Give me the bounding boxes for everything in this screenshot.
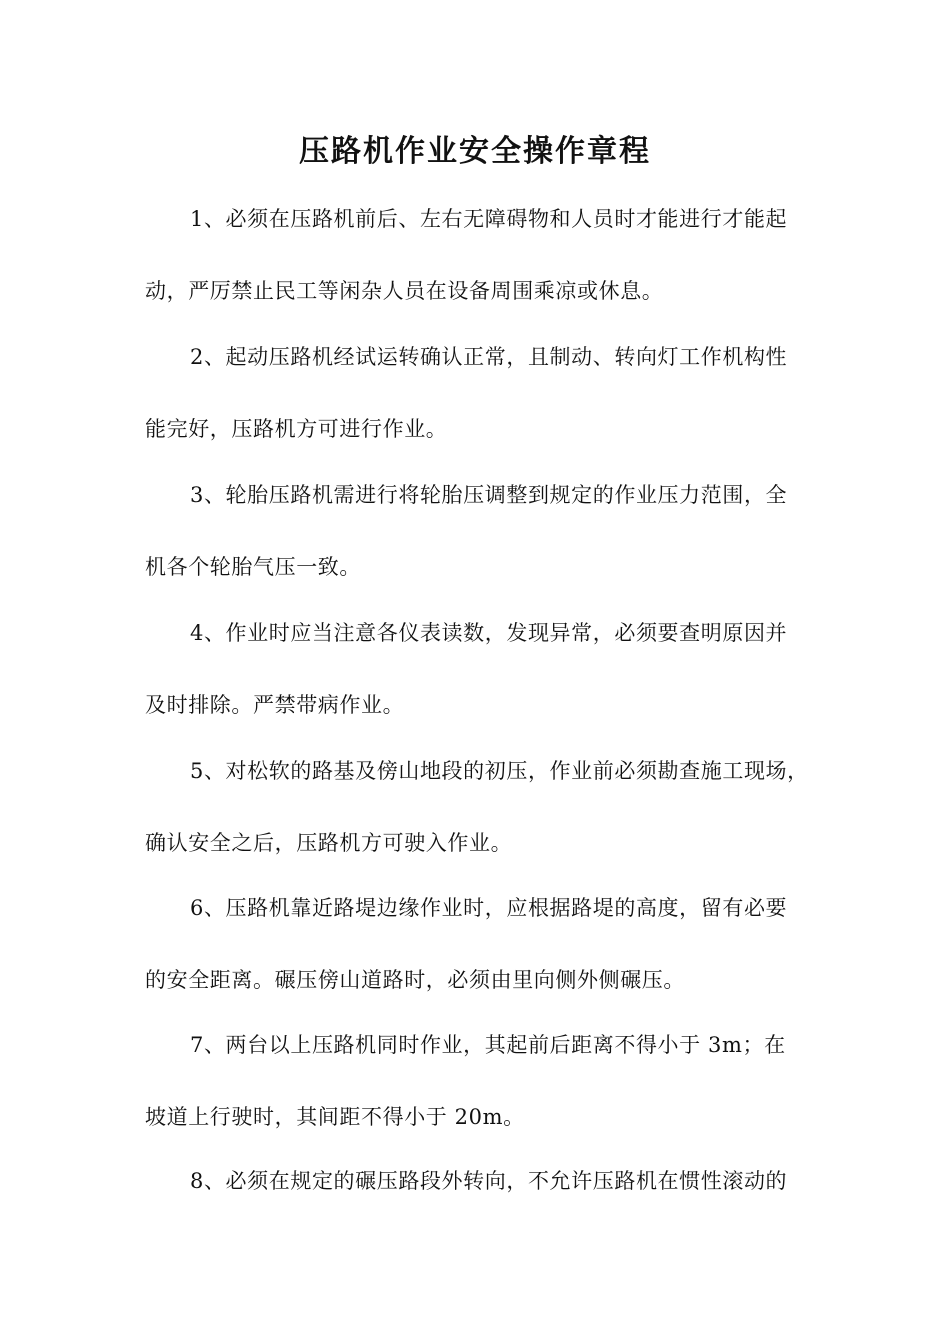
paragraph-6-line-2: 的安全距离。碾压傍山道路时，必须由里向侧外侧碾压。 [145,968,685,992]
paragraph-2-line-1: 2、起动压路机经试运转确认正常，且制动、转向灯工作机构性 [190,345,788,369]
paragraph-3-line-1: 3、轮胎压路机需进行将轮胎压调整到规定的作业压力范围，全 [190,483,788,507]
paragraph-5-line-1: 5、对松软的路基及傍山地段的初压，作业前必须勘查施工现场， [190,759,809,783]
paragraph-1-line-2: 动，严厉禁止民工等闲杂人员在设备周围乘凉或休息。 [145,279,664,303]
paragraph-5-line-2: 确认安全之后，压路机方可驶入作业。 [145,831,513,855]
paragraph-7-line-1: 7、两台以上压路机同时作业，其起前后距离不得小于 3m；在 [190,1033,786,1057]
paragraph-4-line-2: 及时排除。严禁带病作业。 [145,693,405,717]
paragraph-8-line-1: 8、必须在规定的碾压路段外转向，不允许压路机在惯性滚动的 [190,1169,788,1193]
paragraph-6-line-1: 6、压路机靠近路堤边缘作业时，应根据路堤的高度，留有必要 [190,896,788,920]
paragraph-2-line-2: 能完好，压路机方可进行作业。 [145,417,448,441]
paragraph-3-line-2: 机各个轮胎气压一致。 [145,555,361,579]
paragraph-4-line-1: 4、作业时应当注意各仪表读数，发现异常，必须要查明原因并 [190,621,788,645]
document-title: 压路机作业安全操作章程 [299,134,651,169]
paragraph-7-line-2: 坡道上行驶时，其间距不得小于 20m。 [145,1105,525,1129]
paragraph-1-line-1: 1、必须在压路机前后、左右无障碍物和人员时才能进行才能起 [190,207,788,231]
